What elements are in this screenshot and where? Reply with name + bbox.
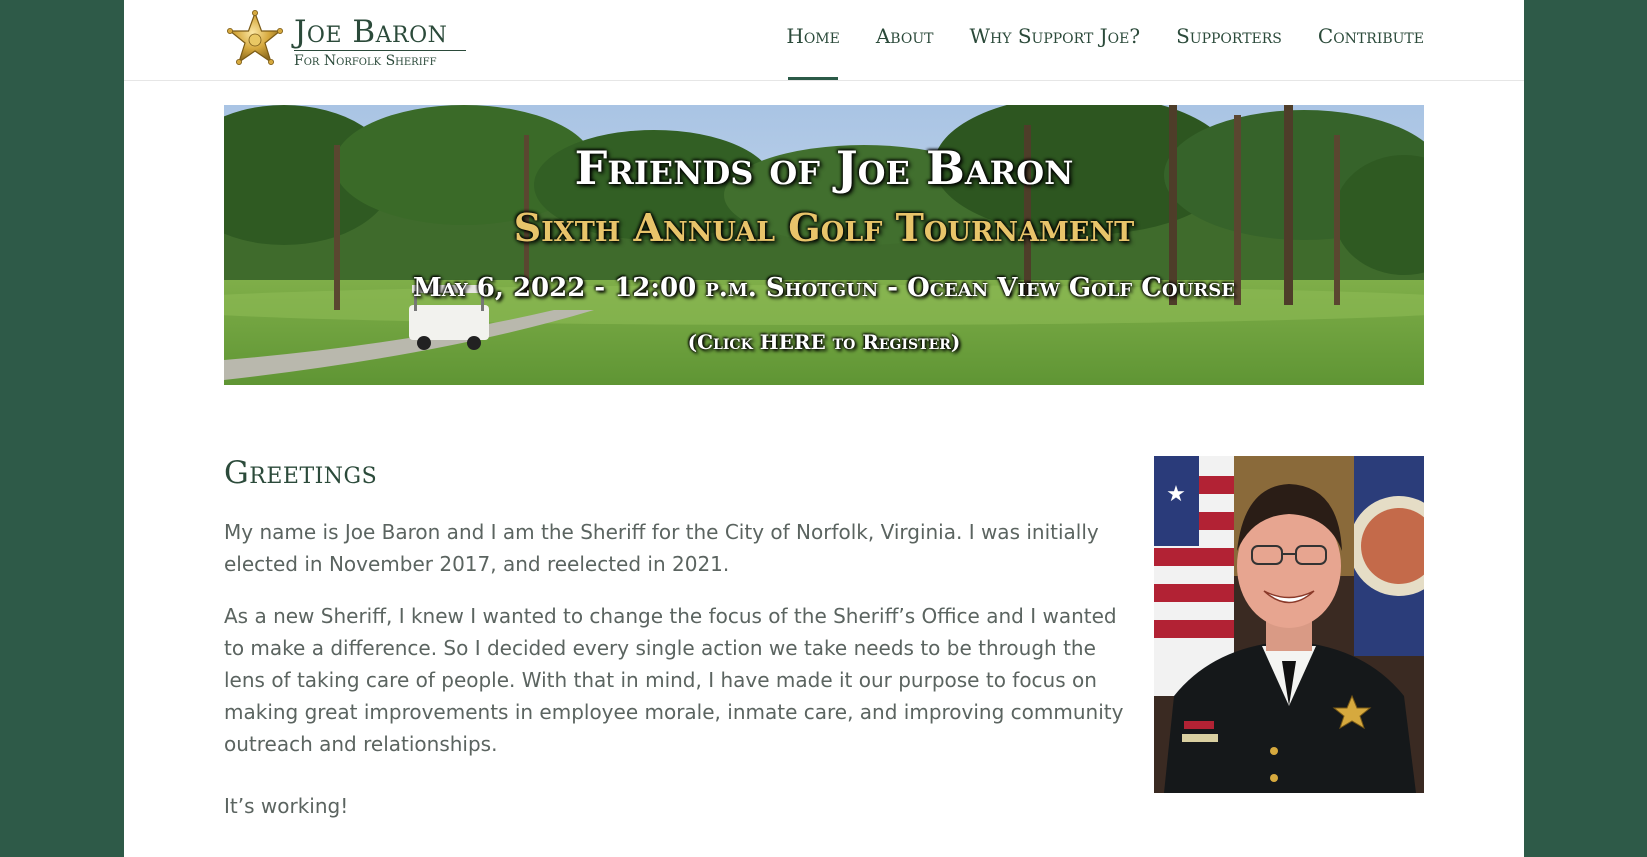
logo-name: Joe Baron: [294, 14, 448, 50]
banner-details: May 6, 2022 - 12:00 p.m. Shotgun - Ocean View Golf Course: [413, 273, 1235, 303]
greetings-heading: Greetings: [224, 455, 378, 491]
nav-contribute[interactable]: Contribute: [1317, 24, 1424, 48]
site-logo[interactable]: [224, 10, 484, 72]
logo-divider: [294, 50, 466, 51]
nav-why-support[interactable]: Why Support Joe?: [969, 24, 1141, 48]
site-header: [124, 0, 1524, 81]
greetings-paragraph: My name is Joe Baron and I am the Sheriff for the City of Norfolk, Virginia. I was initially elected in November 2017, and reelected in 2021.: [224, 520, 1099, 576]
page-container: [124, 0, 1524, 857]
main-nav: [750, 24, 1424, 48]
banner-register-link[interactable]: (Click HERE to Register): [687, 330, 961, 354]
greetings-paragraph: As a new Sheriff, I knew I wanted to change the focus of the Sheriff’s Office and I wanted to make a difference. So I decided every single action we take needs to be through the lens of taking care of people. With that in mind, I have made it our purpose to focus on making great improvements in employee morale, inmate care, and improving community outreach and relationships.: [224, 604, 1124, 756]
greetings-content: [224, 516, 1139, 842]
golf-tournament-banner[interactable]: [224, 105, 1424, 385]
banner-subtitle: Sixth Annual Golf Tournament: [513, 205, 1135, 250]
nav-home[interactable]: Home: [786, 24, 840, 48]
sheriff-star-icon: [224, 10, 286, 72]
banner-title: Friends of Joe Baron: [574, 141, 1074, 195]
sheriff-portrait: [1154, 456, 1424, 793]
logo-subtitle: For Norfolk Sheriff: [294, 53, 437, 69]
nav-about[interactable]: About: [875, 24, 934, 48]
svg-text:★: ★: [1166, 482, 1186, 507]
greetings-paragraph: It’s working!: [224, 794, 349, 818]
nav-supporters[interactable]: Supporters: [1176, 24, 1282, 48]
